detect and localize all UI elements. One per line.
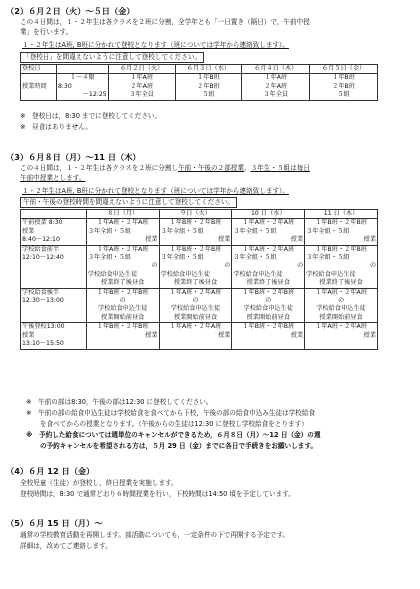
table-header-cell: 10 日（水）	[232, 210, 305, 219]
table-cell: １年B班・２年B班 ３年全組・５組 授業	[160, 219, 231, 244]
table-row	[21, 288, 378, 323]
section3-footnote1: ※ 午前の部は8:30，午後の部は12:30 に登校してください。	[26, 398, 213, 406]
section4-para-line2: 登校時間は，8:30 で通常どおり６時間授業を行い，下校時間は14:50 頃を予定しています。	[20, 490, 295, 498]
table-header-cell: 11 日（木）	[305, 210, 378, 219]
group-line: １年A班	[130, 74, 154, 82]
section3-para-line1: この４日間は，１・２年生は各クラスを２班に分割し午前・午後の２部授業，３年生・５組は毎日	[20, 164, 310, 172]
group-line: １年B班	[197, 74, 220, 82]
section2-heading: （2）６月２日（火）～５日（金）	[6, 6, 135, 16]
table-header-cell: ９日（火）	[159, 210, 232, 219]
group-line: ３年全員	[129, 91, 154, 99]
day-cell	[242, 74, 310, 100]
table-header-cell: ６月５日（金）	[310, 65, 378, 74]
day-cell	[175, 74, 242, 100]
section3-footnote4: ※ 予約した給食については週単位のキャンセルができるため，６月８日（月）～12 日（金）の週	[26, 431, 321, 439]
table-cell: １年A班・２年A班 の 学校給食申込生徒 授業開始前昼食	[305, 288, 378, 323]
table-row	[21, 323, 378, 349]
group-line: ３年全員	[263, 91, 289, 99]
section3-note-group: １・２年生はA班, B班に分かれて登校となります（班については学年から連絡致します）。	[22, 187, 289, 195]
section2-note-group: １・２年生はA班, B班に分かれて登校となります（班については学年から連絡致します）。	[22, 41, 289, 49]
table-cell: １年A班・２年A班 ３年全組・５組 の 学校給食申込生徒 授業終了後昼食	[87, 245, 158, 287]
section4-para-line1: 全校児童（生徒）が登校し，終日授業を実施します。	[20, 479, 178, 487]
section3-note-attention: 午前・午後の登校時間を間違えないように注意して登校してください。	[20, 197, 237, 208]
table-cell: １年A班・２年A班 ３年全組・５組 授業	[233, 219, 304, 244]
table-cell: １年A班・２年A班 授業	[159, 323, 232, 349]
table-row	[21, 245, 378, 288]
row-label: 午前授業 8:30 授業 8:40～12:10	[21, 219, 87, 245]
table-cell: １年B班・２年B班 の 学校給食申込生徒 授業開始前昼食	[86, 288, 159, 323]
time-end: ～12:25	[82, 91, 107, 99]
section3-footnote5: の予約キャンセルを希望される方は，５月 29 日（金）までに各日で手続きをお願いします。	[40, 442, 317, 450]
day-cell	[310, 74, 378, 100]
group-line: ２年B班	[332, 82, 355, 90]
section3-heading: （3）６月８日（月）～11 日（木）	[6, 152, 141, 162]
row-label: 授業時間	[21, 74, 57, 100]
day-cell	[108, 74, 175, 100]
section3-para-line2: 午前中授業とします。	[20, 174, 86, 182]
section2-footnote2: ※ 昼食はありません。	[20, 123, 92, 131]
table-header-cell	[21, 210, 87, 219]
group-line: ５組	[337, 91, 350, 99]
table-header-cell	[56, 65, 108, 74]
section2-schedule-table	[20, 64, 378, 101]
group-line: ２年A班	[264, 82, 288, 90]
table-cell: １年B班・２年B班 ３年全組・５組 の 学校給食申込生徒 授業終了後昼食	[160, 245, 231, 287]
section3-footnote3: を食べてからの授業となります。（午後からの生徒は12:30 に登校し学校給食をとります）	[40, 420, 308, 428]
period-label: １～４限	[69, 74, 95, 82]
table-cell: １年A班・２年A班 授業	[305, 323, 378, 349]
table-cell: １年A班・２年A班 ３年全組・５組 授業	[87, 219, 158, 244]
table-header-row	[21, 65, 378, 74]
table-header-cell: ６月２日（火）	[108, 65, 175, 74]
row-label: 学校給食前半 12:10～12:40	[21, 245, 87, 288]
section5-heading: （5）６月 15 日（月）～	[6, 518, 103, 528]
table-cell: １年A班・２年A班 ３年全組・５組 の 学校給食申込生徒 授業終了後昼食	[233, 245, 304, 287]
table-cell: １年A班・２年A班 の 学校給食申込生徒 授業開始前昼食	[159, 288, 232, 323]
row-label: 学校給食後半 12:30～13:00	[21, 288, 87, 323]
table-header-cell: ６月３日（水）	[175, 65, 242, 74]
table-header-cell: ６月４日（木）	[242, 65, 310, 74]
group-line: １年A班	[264, 74, 288, 82]
section4-heading: （4）６月 12 日（金）	[6, 466, 95, 476]
table-header-row	[21, 210, 378, 219]
table-header-cell: ８日（月）	[86, 210, 159, 219]
time-cell	[56, 74, 108, 100]
group-line: ２年B班	[197, 82, 220, 90]
time-start: 8:30	[57, 82, 72, 90]
section2-para-line2: 業」を行います。	[20, 28, 73, 36]
table-header-cell: 登校日	[21, 65, 57, 74]
table-cell: １年B班・２年B班 授業	[232, 323, 305, 349]
group-line: ５組	[202, 91, 215, 99]
table-cell: １年B班・２年B班 ３年全組・５組 の 学校給食申込生徒 授業終了後昼食	[306, 245, 376, 287]
table-cell: １年B班・２年B班 授業	[86, 323, 159, 349]
section3-footnote2: ※ 午前の部の給食申込生徒は学校給食を食べてから下校，午後の部の給食申込み生徒は学校給食	[26, 409, 316, 417]
section5-para-line2: 詳細は，改めてご連絡します。	[20, 542, 112, 550]
section2-footnote1: ※ 登校日は，8:30 までに登校してください。	[20, 112, 162, 120]
section2-para-line1: この４日間は，１・２年生は各クラスを２班に分割，全学年とも「一日置き（隔日）で，午前中授	[20, 18, 310, 26]
section5-para-line1: 通常の学校教育活動を再開します。部活動についても，一定条件の下で再開する予定です。	[20, 531, 290, 539]
section3-schedule-table	[20, 209, 378, 350]
row-label: 午後登校13:00 授業 13:10～15:50	[21, 323, 87, 349]
table-row	[21, 219, 378, 245]
table-cell: １年B班・２年B班 ３年全組・５組 授業	[306, 219, 376, 244]
table-cell: １年B班・２年B班 の 学校給食申込生徒 授業開始前昼食	[232, 288, 305, 323]
group-line: １年B班	[332, 74, 355, 82]
group-line: ２年A班	[130, 82, 154, 90]
section2-note-attention: 「登校日」を間違えないように注意して登校してください。	[20, 52, 204, 63]
table-row	[21, 74, 378, 100]
